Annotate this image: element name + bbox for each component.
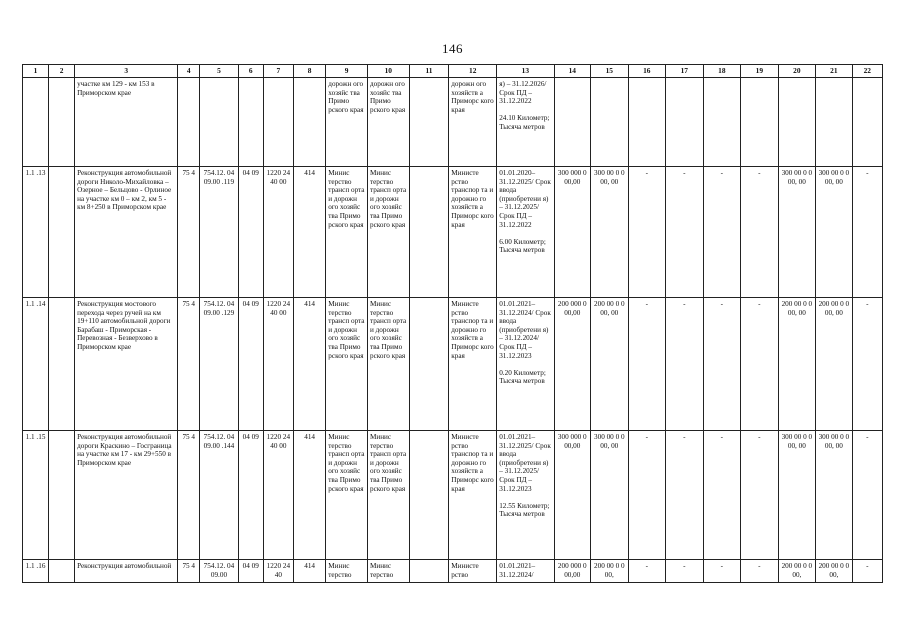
table-cell: 300 00 0 000, 00	[816, 167, 852, 298]
table-cell: Реконструкция мостового перехода через ручей на км 19+110 автомобильной дороги Барабаш - Приморская - Перевозная - Безверхово в Приморском крае	[75, 298, 178, 431]
table-cell: 300 00 0 000, 00	[778, 431, 816, 560]
header-cell: 22	[852, 65, 882, 78]
header-cell: 11	[409, 65, 449, 78]
table-cell	[49, 431, 75, 560]
table-cell	[409, 78, 449, 167]
table-cell: -	[852, 298, 882, 431]
table-cell	[741, 78, 779, 167]
table-cell: Минис терство трансп орта и дорожн ого хозяйс тва Примо рского края	[367, 298, 409, 431]
table-cell	[554, 78, 590, 167]
table-cell	[263, 78, 293, 167]
table-cell: -	[741, 431, 779, 560]
table-cell: 200 00 0 000, 00	[778, 298, 816, 431]
table-cell: -	[703, 431, 741, 560]
table-cell: -	[741, 560, 779, 583]
table-cell: 1220 2440 00	[263, 298, 293, 431]
table-cell: 414	[293, 298, 325, 431]
header-cell: 1	[23, 65, 49, 78]
data-table	[22, 64, 883, 583]
table-cell: -	[666, 298, 704, 431]
header-cell: 17	[666, 65, 704, 78]
header-cell: 14	[554, 65, 590, 78]
table-cell: -	[666, 167, 704, 298]
table-cell: Реконструкция автомобильной дороги Краскино – Гоcграница на участке км 17 - км 29+550 в Приморском крае	[75, 431, 178, 560]
header-cell: 4	[178, 65, 200, 78]
table-cell	[409, 298, 449, 431]
table-cell: -	[741, 298, 779, 431]
table-cell	[238, 78, 263, 167]
table-cell: 300 00 0 000, 00	[778, 167, 816, 298]
header-cell: 2	[49, 65, 75, 78]
header-cell: 13	[497, 65, 554, 78]
table-cell: 300 00 0 000, 00	[591, 167, 629, 298]
table-cell	[778, 78, 816, 167]
table-cell	[49, 78, 75, 167]
table-cell	[628, 78, 666, 167]
table-cell: 300 000 000,00	[554, 167, 590, 298]
table-cell: Реконструкция автомобильной	[75, 560, 178, 583]
table-cell: участке км 129 - км 153 в Приморском крае	[75, 78, 178, 167]
table-cell	[49, 560, 75, 583]
table-cell: 200 00 0 000,	[778, 560, 816, 583]
table-cell	[293, 78, 325, 167]
header-cell: 10	[367, 65, 409, 78]
table-cell	[49, 167, 75, 298]
table-cell: 04 09	[238, 298, 263, 431]
table-cell: Минис терство	[367, 560, 409, 583]
table-cell	[409, 560, 449, 583]
table-cell: я) – 31.12.2026/ Срок ПД – 31.12.2022 24.10 Километр; Тысяча метров	[497, 78, 554, 167]
table-row	[23, 167, 883, 298]
table-cell: 754.12. 0409.00	[200, 560, 239, 583]
table-cell	[409, 431, 449, 560]
table-cell: 300 00 0 000, 00	[591, 431, 629, 560]
table-cell	[200, 78, 239, 167]
table-cell: Реконструкция автомобильной дороги Николо-Михайловка – Озерное – Бельцово - Орлиное на участке км 0 – км 2, км 5 - км 8+250 в Приморском крае	[75, 167, 178, 298]
table-cell: 300 000 000,00	[554, 431, 590, 560]
table-cell: 414	[293, 431, 325, 560]
table-cell: 200 00 0 000,	[816, 560, 852, 583]
table-cell: 01.01.2021– 31.12.2025/ Срок ввода (приобретени я) – 31.12.2025/ Срок ПД – 31.12.2023 12.55 Километр; Тысяча метров	[497, 431, 554, 560]
table-cell: -	[628, 431, 666, 560]
table-cell	[591, 78, 629, 167]
header-cell: 12	[449, 65, 497, 78]
table-cell: 754.12. 0409.00 .129	[200, 298, 239, 431]
table-cell	[23, 78, 49, 167]
table-cell: 04 09	[238, 560, 263, 583]
table-cell: -	[852, 560, 882, 583]
table-cell	[49, 298, 75, 431]
table-cell: Минис терство трансп орта и дорожн ого хозяйс тва Примо рского края	[367, 167, 409, 298]
table-row	[23, 78, 883, 167]
table-row	[23, 560, 883, 583]
table-cell: 200 000 000,00	[554, 298, 590, 431]
table-cell	[178, 78, 200, 167]
table-cell: Министе рство	[449, 560, 497, 583]
header-cell: 18	[703, 65, 741, 78]
header-cell: 8	[293, 65, 325, 78]
table-cell: -	[666, 431, 704, 560]
header-cell: 3	[75, 65, 178, 78]
table-cell: 75 4	[178, 560, 200, 583]
table-cell: 200 00 0 000,	[591, 560, 629, 583]
table-cell: 01.01.2021– 31.12.2024/ Срок ввода (приобретени я) – 31.12.2024/ Срок ПД – 31.12.2023 0.20 Километр; Тысяча метров	[497, 298, 554, 431]
table-cell	[703, 78, 741, 167]
table-cell: -	[628, 298, 666, 431]
table-cell: Министе рство транспор та и дорожно го хозяйств а Приморс кого края	[449, 167, 497, 298]
table-cell: дорожн ого хозяйств а Приморс кого края	[449, 78, 497, 167]
table-cell: 75 4	[178, 167, 200, 298]
table-cell: 1.1 .14	[23, 298, 49, 431]
table-cell: Минис терство трансп орта и дорожн ого хозяйс тва Примо рского края	[367, 431, 409, 560]
table-row	[23, 431, 883, 560]
table-cell: 75 4	[178, 298, 200, 431]
table-cell: дорожн ого хозяйс тва Примо рского края	[367, 78, 409, 167]
table-cell: 414	[293, 560, 325, 583]
table-cell: 04 09	[238, 431, 263, 560]
table-cell: 1.1 .16	[23, 560, 49, 583]
header-cell: 5	[200, 65, 239, 78]
header-cell: 20	[778, 65, 816, 78]
header-cell: 7	[263, 65, 293, 78]
table-cell: 1.1 .13	[23, 167, 49, 298]
table-cell	[816, 78, 852, 167]
header-cell: 6	[238, 65, 263, 78]
table-cell	[666, 78, 704, 167]
table-cell: 1220 2440	[263, 560, 293, 583]
table-cell	[852, 78, 882, 167]
table-cell: Минис терство трансп орта и дорожн ого хозяйс тва Примо рского края	[326, 167, 368, 298]
table-cell: 200 000 000,00	[554, 560, 590, 583]
page-number: 146	[442, 41, 463, 56]
table-cell: -	[852, 167, 882, 298]
header-cell: 16	[628, 65, 666, 78]
header-cell: 15	[591, 65, 629, 78]
header-cell: 9	[326, 65, 368, 78]
table-cell: 75 4	[178, 431, 200, 560]
table-cell: -	[703, 560, 741, 583]
table-row	[23, 298, 883, 431]
table-cell: -	[703, 298, 741, 431]
table-cell: дорожн ого хозяйс тва Примо рского края	[326, 78, 368, 167]
table-cell: 414	[293, 167, 325, 298]
table-cell: 754.12. 0409.00 .119	[200, 167, 239, 298]
header-cell: 21	[816, 65, 852, 78]
table-cell: Министе рство транспор та и дорожно го хозяйств а Приморс кого края	[449, 431, 497, 560]
header-cell: 19	[741, 65, 779, 78]
header-row	[23, 65, 883, 78]
table-cell: 754.12. 0409.00 .144	[200, 431, 239, 560]
table-cell: 01.01.2021– 31.12.2024/	[497, 560, 554, 583]
table-cell: 200 00 0 000, 00	[816, 298, 852, 431]
table-cell: -	[628, 560, 666, 583]
table-cell: 1220 2440 00	[263, 431, 293, 560]
table-cell: -	[703, 167, 741, 298]
table-cell: -	[628, 167, 666, 298]
table-cell: 04 09	[238, 167, 263, 298]
table-cell: Минис терство трансп орта и дорожн ого хозяйс тва Примо рского края	[326, 298, 368, 431]
table-cell: Министе рство транспор та и дорожно го хозяйств а Приморс кого края	[449, 298, 497, 431]
table-cell: 1.1 .15	[23, 431, 49, 560]
table-cell: 200 00 0 000, 00	[591, 298, 629, 431]
table-cell: -	[852, 431, 882, 560]
table-cell: Минис терство трансп орта и дорожн ого хозяйс тва Примо рского края	[326, 431, 368, 560]
table-cell: -	[666, 560, 704, 583]
table-cell: 01.01.2020– 31.12.2025/ Срок ввода (приобретени я) – 31.12.2025/ Срок ПД – 31.12.2022 6.00 Километр; Тысяча метров	[497, 167, 554, 298]
table-cell	[409, 167, 449, 298]
table-cell: 300 00 0 000, 00	[816, 431, 852, 560]
table-cell: 1220 2440 00	[263, 167, 293, 298]
table-cell: Минис терство	[326, 560, 368, 583]
table-cell: -	[741, 167, 779, 298]
